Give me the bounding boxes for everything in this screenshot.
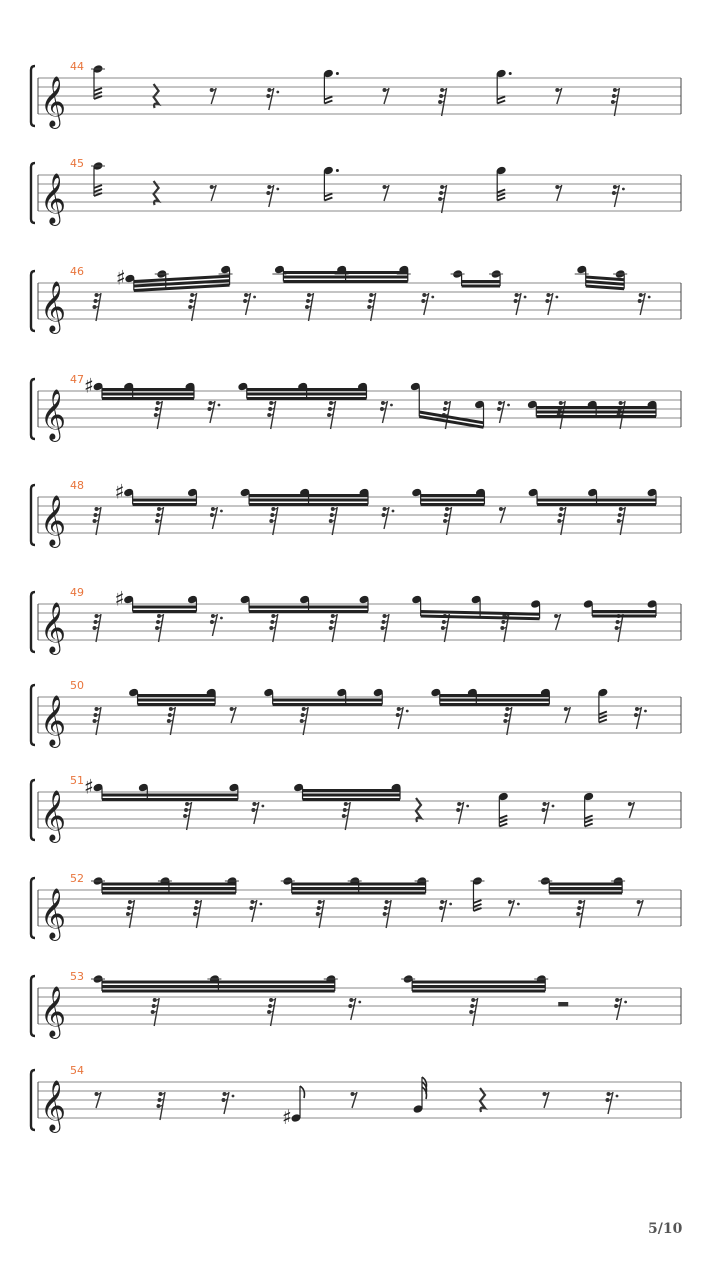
- note: [282, 1086, 305, 1129]
- beamed-group: [240, 595, 370, 642]
- rest: [545, 293, 558, 315]
- system-bracket: [31, 379, 35, 439]
- measure-number: 49: [70, 586, 84, 599]
- measure-number: 54: [70, 1064, 84, 1077]
- rest: [514, 293, 527, 315]
- note: [496, 166, 507, 201]
- staff-system: [31, 774, 681, 843]
- rest: [606, 1092, 619, 1114]
- beamed-group: [411, 488, 486, 535]
- rest: [443, 507, 452, 535]
- system-bracket: [31, 1070, 35, 1130]
- staff-system: [31, 872, 681, 941]
- rest: [183, 802, 192, 830]
- note: [451, 269, 465, 279]
- rest: [266, 88, 279, 110]
- rest: [342, 802, 351, 830]
- beamed-group: [410, 382, 485, 429]
- measure-number: 48: [70, 479, 84, 492]
- beamed-group: [281, 876, 429, 928]
- beamed-group: [411, 595, 541, 642]
- rest: [267, 401, 276, 429]
- rest: [155, 614, 164, 642]
- system-bracket: [31, 878, 35, 938]
- rest: [576, 900, 585, 928]
- treble-clef-icon: 𝄞: [40, 76, 67, 127]
- treble-clef-icon: 𝄞: [40, 986, 67, 1037]
- note: [155, 269, 169, 279]
- note: [116, 266, 136, 290]
- system-bracket: [31, 271, 35, 331]
- rest: [251, 802, 264, 824]
- treble-clef-icon: 𝄞: [40, 281, 67, 332]
- rest: [93, 707, 102, 735]
- measure-number: 45: [70, 157, 84, 170]
- beamed-group: [401, 974, 548, 1026]
- rest: [249, 900, 262, 922]
- rest: [383, 900, 392, 928]
- note: [323, 166, 339, 201]
- rest: [93, 507, 102, 535]
- rest: [380, 401, 393, 423]
- system-bracket: [31, 66, 35, 126]
- note: [412, 1077, 426, 1114]
- rest: [269, 507, 278, 535]
- rest: [421, 293, 434, 315]
- treble-clef-icon: 𝄞: [40, 173, 67, 224]
- measure-number: 44: [70, 60, 84, 73]
- beamed-group: [128, 688, 217, 735]
- rest: [157, 1092, 166, 1120]
- page-number: 5/10: [648, 1221, 683, 1237]
- rest: [266, 185, 279, 207]
- beamed-group: [263, 688, 384, 735]
- rest: [348, 998, 361, 1020]
- sharp-icon: ♯: [115, 265, 126, 290]
- rest: [93, 293, 102, 321]
- rest: [207, 401, 220, 423]
- sharp-icon: ♯: [84, 373, 94, 398]
- rest: [329, 507, 338, 535]
- beamed-group: [115, 587, 198, 643]
- staff-system: [31, 479, 681, 548]
- treble-clef-icon: 𝄞: [40, 695, 67, 746]
- system-bracket: [31, 780, 35, 840]
- note: [575, 265, 589, 275]
- staff-system: [31, 586, 681, 655]
- beamed-group: [430, 688, 551, 735]
- treble-clef-icon: 𝄞: [40, 389, 67, 440]
- rest: [441, 614, 450, 642]
- sharp-icon: ♯: [282, 1105, 292, 1129]
- note: [489, 269, 503, 279]
- beamed-group: [240, 488, 370, 535]
- rest: [367, 293, 376, 321]
- note: [84, 775, 104, 799]
- rest: [469, 998, 478, 1026]
- staff-system: [31, 970, 681, 1039]
- rest: [300, 707, 309, 735]
- rest: [611, 88, 620, 116]
- rest: [614, 998, 627, 1020]
- measure-number: 52: [70, 872, 84, 885]
- note: [323, 69, 339, 104]
- rest: [193, 900, 202, 928]
- beamed-group: [91, 974, 338, 1026]
- rest: [269, 614, 278, 642]
- system-bracket: [31, 485, 35, 545]
- rest: [155, 507, 164, 535]
- note: [470, 876, 484, 911]
- staff-system: [31, 265, 681, 334]
- beamed-group: [84, 374, 195, 430]
- measure-number: 46: [70, 265, 84, 278]
- beamed-group: [527, 400, 658, 429]
- note: [84, 374, 104, 398]
- rest: [126, 900, 135, 928]
- beamed-group: [528, 488, 658, 535]
- rest: [542, 802, 555, 824]
- beamed-group: [84, 775, 239, 831]
- beamed-group: [583, 599, 658, 642]
- note: [613, 269, 627, 279]
- rest: [503, 707, 512, 735]
- rest: [438, 88, 447, 116]
- staff-system: [31, 1064, 681, 1133]
- note: [498, 792, 509, 827]
- beamed-group: [91, 876, 239, 928]
- measure-number: 47: [70, 373, 84, 386]
- staff-system: [31, 60, 681, 129]
- beamed-group: [115, 480, 198, 536]
- rest: [456, 802, 469, 824]
- treble-clef-icon: 𝄞: [40, 888, 67, 939]
- beamed-group: [237, 382, 368, 429]
- rest: [267, 998, 276, 1026]
- measure-number: 53: [70, 970, 84, 983]
- beamed-group: [272, 265, 410, 321]
- rest: [497, 401, 510, 423]
- rest: [558, 1002, 568, 1007]
- rest: [634, 707, 647, 729]
- note: [91, 64, 105, 99]
- system-bracket: [31, 592, 35, 652]
- rest: [305, 293, 314, 321]
- rest: [327, 401, 336, 429]
- rest: [188, 293, 197, 321]
- note: [597, 688, 608, 723]
- beamed-group: [575, 265, 627, 289]
- treble-clef-icon: 𝄞: [40, 790, 67, 841]
- rest: [617, 507, 626, 535]
- rest: [381, 614, 390, 642]
- treble-clef-icon: 𝄞: [40, 1080, 67, 1131]
- rest: [210, 507, 223, 529]
- rest: [438, 185, 447, 213]
- rest: [210, 614, 223, 636]
- staff-system: [31, 157, 681, 226]
- note: [91, 161, 105, 196]
- note: [496, 69, 512, 104]
- measure-number: 50: [70, 679, 84, 692]
- rest: [612, 185, 625, 207]
- beamed-group: [293, 783, 402, 830]
- rest: [316, 900, 325, 928]
- rest: [382, 507, 395, 529]
- beamed-group: [538, 876, 625, 928]
- staff-system: [31, 373, 681, 442]
- note: [583, 792, 594, 827]
- rest: [167, 707, 176, 735]
- system-bracket: [31, 685, 35, 745]
- measure-number: 51: [70, 774, 84, 787]
- note: [115, 480, 135, 504]
- sharp-icon: ♯: [84, 774, 94, 799]
- rest: [638, 293, 651, 315]
- rest: [439, 900, 452, 922]
- rest: [222, 1092, 235, 1114]
- rest: [93, 614, 102, 642]
- treble-clef-icon: 𝄞: [40, 495, 67, 546]
- rest: [329, 614, 338, 642]
- system-bracket: [31, 163, 35, 223]
- rest: [154, 401, 163, 429]
- note: [115, 587, 135, 611]
- staff-system: [31, 679, 681, 748]
- rest: [151, 998, 160, 1026]
- system-bracket: [31, 976, 35, 1036]
- beamed-group: [451, 269, 503, 286]
- rest: [615, 614, 624, 642]
- note: [219, 265, 233, 275]
- sharp-icon: ♯: [114, 479, 125, 504]
- beamed-group: [116, 265, 233, 321]
- rest: [243, 293, 256, 315]
- treble-clef-icon: 𝄞: [40, 602, 67, 653]
- rest: [396, 707, 409, 729]
- rest: [557, 507, 566, 535]
- sharp-icon: ♯: [114, 586, 125, 611]
